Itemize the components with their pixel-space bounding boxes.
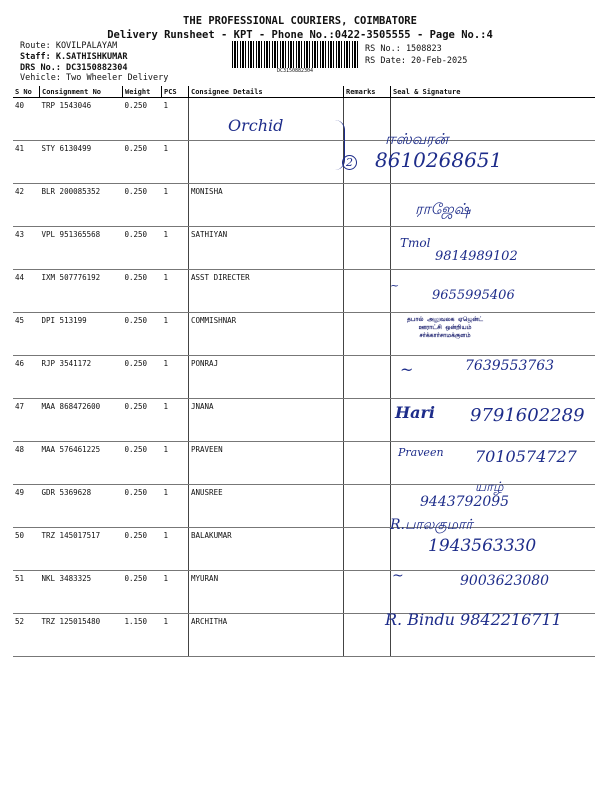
- runsheet-title: Delivery Runsheet - KPT - Phone No.:0422-3505555 - Page No.:4: [107, 29, 493, 41]
- cell-remarks: [344, 227, 391, 270]
- cell-consignment: RJP 3541172: [40, 356, 123, 399]
- cell-consignment: BLR 200085352: [40, 184, 123, 227]
- cell-weight: 0.250: [123, 184, 162, 227]
- col-consignment: Consignment No: [40, 86, 123, 98]
- cell-sno: 42: [13, 184, 40, 227]
- cell-consignee: COMMISHNAR: [189, 313, 344, 356]
- cell-weight: 0.250: [123, 313, 162, 356]
- cell-consignee: BALAKUMAR: [189, 528, 344, 571]
- cell-consignment: GDR 5369628: [40, 485, 123, 528]
- cell-sno: 46: [13, 356, 40, 399]
- table-row: [13, 184, 595, 227]
- rs-number: RS No.: 1508823: [365, 44, 442, 54]
- cell-weight: 0.250: [123, 571, 162, 614]
- signature-40: ஈஸ்வரன்: [385, 130, 449, 148]
- cell-weight: 0.250: [123, 270, 162, 313]
- col-consignee: Consignee Details: [189, 86, 344, 98]
- cell-consignment: MAA 868472600: [40, 399, 123, 442]
- cell-consignment: TRZ 145017517: [40, 528, 123, 571]
- table-header-row: [13, 86, 595, 98]
- cell-sno: 47: [13, 399, 40, 442]
- cell-pcs: 1: [162, 227, 189, 270]
- cell-remarks: [344, 485, 391, 528]
- signature-43-name: Tmol: [400, 236, 431, 250]
- cell-pcs: 1: [162, 270, 189, 313]
- signature-49-name: யாழ்: [475, 480, 504, 495]
- cell-remarks: [344, 270, 391, 313]
- cell-remarks: [344, 98, 391, 141]
- cell-remarks: [344, 528, 391, 571]
- cell-sno: 40: [13, 98, 40, 141]
- stamp-line-3: சர்க்கார்சாமக்குளம்: [419, 332, 471, 339]
- signature-50-name: R.பாலகுமார்: [390, 517, 473, 533]
- cell-consignment: TRP 1543046: [40, 98, 123, 141]
- cell-sno: 49: [13, 485, 40, 528]
- remark-circle-41: 2: [342, 155, 357, 170]
- cell-consignee: [189, 141, 344, 184]
- company-title: THE PROFESSIONAL COURIERS, COIMBATORE: [183, 15, 417, 27]
- cell-consignment: NKL 3483325: [40, 571, 123, 614]
- cell-remarks: [344, 184, 391, 227]
- cell-consignment: MAA 576461225: [40, 442, 123, 485]
- signature-43-phone: 9814989102: [435, 249, 518, 264]
- table-row: [13, 141, 595, 184]
- cell-consignment: DPI 513199: [40, 313, 123, 356]
- col-pcs: PCS: [162, 86, 189, 98]
- cell-consignee: ASST DIRECTER: [189, 270, 344, 313]
- signature-48-name: Praveen: [398, 446, 444, 459]
- rs-date: RS Date: 20-Feb-2025: [365, 56, 468, 66]
- signature-51-mark: ~: [392, 568, 404, 584]
- cell-weight: 0.250: [123, 442, 162, 485]
- cell-weight: 0.250: [123, 227, 162, 270]
- cell-sno: 43: [13, 227, 40, 270]
- signature-50-phone: 1943563330: [428, 536, 537, 556]
- cell-weight: 0.250: [123, 485, 162, 528]
- cell-weight: 0.250: [123, 528, 162, 571]
- cell-remarks: [344, 356, 391, 399]
- cell-consignee: JNANA: [189, 399, 344, 442]
- cell-consignee: SATHIYAN: [189, 227, 344, 270]
- vehicle-label: Vehicle: Two Wheeler Delivery: [20, 73, 169, 83]
- col-sno: S No: [13, 86, 40, 98]
- cell-sno: 48: [13, 442, 40, 485]
- cell-weight: 0.250: [123, 399, 162, 442]
- signature-49-phone: 9443792095: [420, 494, 510, 510]
- cell-consignee: MONISHA: [189, 184, 344, 227]
- cell-consignee: ARCHITHA: [189, 614, 344, 657]
- signature-46-phone: 7639553763: [465, 358, 555, 374]
- cell-weight: 0.250: [123, 141, 162, 184]
- signature-52: R. Bindu 9842216711: [385, 610, 562, 629]
- drs-label: DRS No.: DC3150882304: [20, 63, 128, 73]
- cell-pcs: 1: [162, 571, 189, 614]
- route-label: Route: KOVILPALAYAM: [20, 41, 118, 51]
- cell-remarks: [344, 571, 391, 614]
- cell-sno: 45: [13, 313, 40, 356]
- cell-pcs: 1: [162, 141, 189, 184]
- stamp-line-2: ஊராட்சி ஒன்றியம்: [418, 324, 472, 331]
- cell-pcs: 1: [162, 528, 189, 571]
- signature-51-phone: 9003623080: [460, 573, 550, 589]
- cell-pcs: 1: [162, 98, 189, 141]
- cell-consignee: PONRAJ: [189, 356, 344, 399]
- cell-consignment: VPL 951365568: [40, 227, 123, 270]
- signature-44-mark: ~: [390, 279, 400, 292]
- col-weight: Weight: [123, 86, 162, 98]
- cell-consignment: IXM 507776192: [40, 270, 123, 313]
- cell-weight: 0.250: [123, 356, 162, 399]
- cell-sno: 41: [13, 141, 40, 184]
- drs-barcode: [232, 41, 358, 68]
- signature-46-mark: ~: [400, 360, 414, 379]
- cell-pcs: 1: [162, 184, 189, 227]
- cell-sno: 52: [13, 614, 40, 657]
- cell-consignee: PRAVEEN: [189, 442, 344, 485]
- cell-pcs: 1: [162, 442, 189, 485]
- cell-remarks: [344, 399, 391, 442]
- cell-remarks: [344, 614, 391, 657]
- stamp-line-1: தபால் அலுவலக ஏஜென்ட்: [406, 316, 484, 323]
- signature-48-phone: 7010574727: [475, 447, 577, 466]
- handwritten-name-40: Orchid: [228, 116, 284, 135]
- cell-consignee: ANUSREE: [189, 485, 344, 528]
- col-remarks: Remarks: [344, 86, 391, 98]
- cell-weight: 1.150: [123, 614, 162, 657]
- cell-remarks: [344, 442, 391, 485]
- office-stamp: [370, 316, 520, 340]
- cell-sno: 44: [13, 270, 40, 313]
- signature-44-phone: 9655995406: [432, 288, 515, 303]
- cell-consignment: TRZ 125015480: [40, 614, 123, 657]
- signature-47-phone: 9791602289: [470, 405, 585, 426]
- cell-pcs: 1: [162, 485, 189, 528]
- staff-label: Staff: K.SATHISHKUMAR: [20, 52, 128, 62]
- table-row: [13, 98, 595, 141]
- col-seal: Seal & Signature: [391, 86, 596, 98]
- cell-pcs: 1: [162, 313, 189, 356]
- barcode-number: DC3150882304: [276, 68, 314, 74]
- cell-consignment: STY 6130499: [40, 141, 123, 184]
- cell-pcs: 1: [162, 614, 189, 657]
- cell-sno: 50: [13, 528, 40, 571]
- cell-pcs: 1: [162, 356, 189, 399]
- signature-42: ராஜேஷ்: [415, 200, 471, 218]
- cell-consignee: MYURAN: [189, 571, 344, 614]
- signature-41: 8610268651: [375, 148, 503, 172]
- signature-47-mark: Hari: [395, 403, 435, 422]
- cell-weight: 0.250: [123, 98, 162, 141]
- cell-sno: 51: [13, 571, 40, 614]
- cell-pcs: 1: [162, 399, 189, 442]
